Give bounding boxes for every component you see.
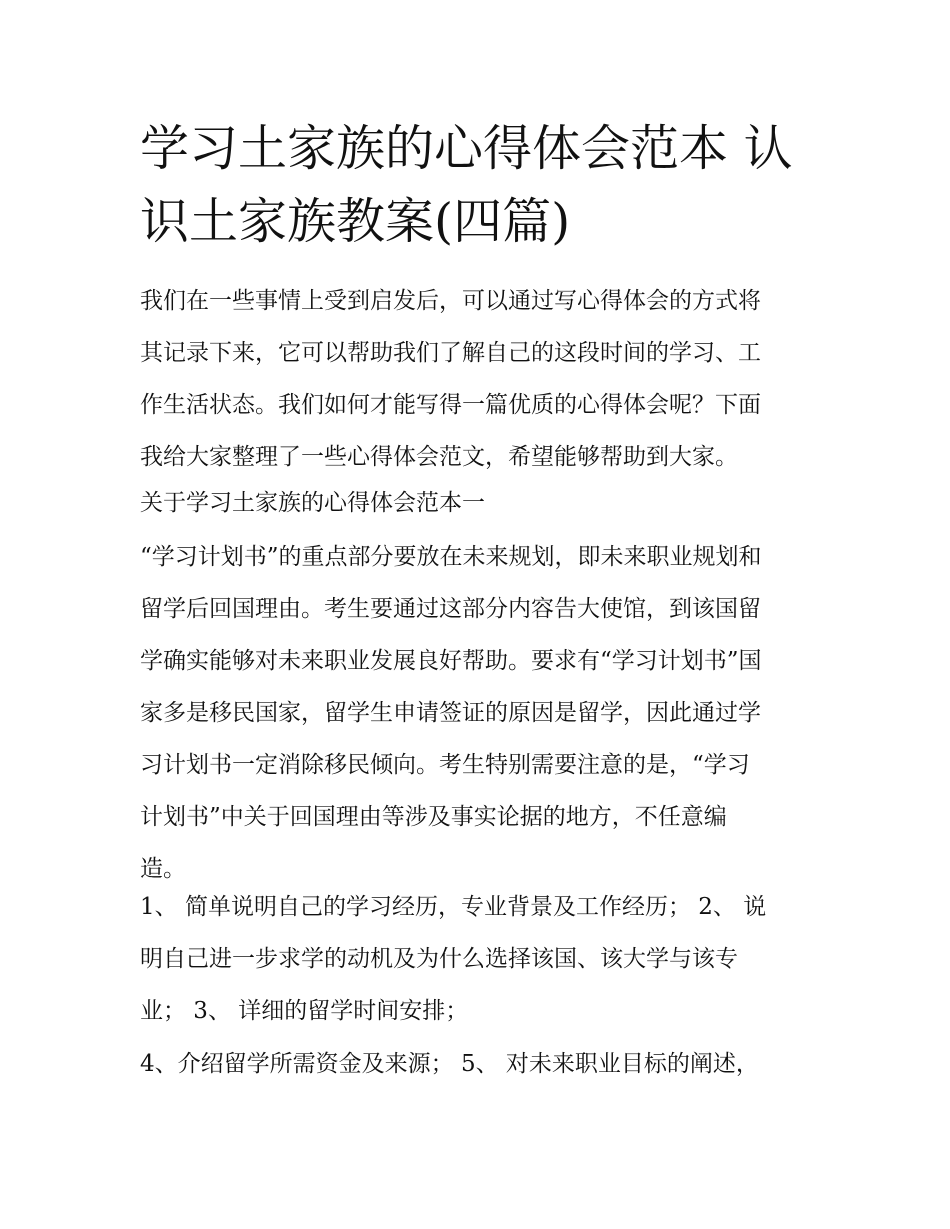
text-line: 作生活状态。我们如何才能写得一篇优质的心得体会呢？下面 <box>140 392 761 418</box>
section-heading <box>140 484 820 522</box>
text-line: 明自己进一步求学的动机及为什么选择该国、该大学与该专 <box>140 946 738 972</box>
text-line: “学习计划书”的重点部分要放在未来规划，即未来职业规划和 <box>140 544 762 570</box>
text-line: 4、介绍留学所需资金及来源； 5、 对未来职业目标的阐述， <box>140 1051 759 1077</box>
list-paragraph <box>140 1045 820 1097</box>
intro-paragraph <box>140 282 820 490</box>
text-line: 学确实能够对未来职业发展良好帮助。要求有“学习计划书”国 <box>140 648 762 674</box>
text-line: 我们在一些事情上受到启发后，可以通过写心得体会的方式将 <box>140 288 761 314</box>
title-line: 学习土家族的心得体会范本 认 <box>140 120 793 177</box>
list-paragraph <box>140 888 820 1044</box>
text-line: 造。 <box>140 856 186 882</box>
text-line: 留学后回国理由。考生要通过这部分内容告大使馆，到该国留 <box>140 596 761 622</box>
text-line: 业； 3、 详细的留学时间安排； <box>140 998 469 1024</box>
section-heading-text: 关于学习土家族的心得体会范本一 <box>140 490 485 516</box>
text-line: 计划书”中关于回国理由等涉及事实论据的地方，不任意编 <box>140 804 727 830</box>
text-line: 家多是移民国家，留学生申请签证的原因是留学，因此通过学 <box>140 700 761 726</box>
text-line: 其记录下来，它可以帮助我们了解自己的这段时间的学习、工 <box>140 340 761 366</box>
body-paragraph <box>140 538 820 902</box>
document-title <box>140 112 820 258</box>
text-line: 习计划书一定消除移民倾向。考生特别需要注意的是，“学习 <box>140 752 750 778</box>
text-line: 1、 简单说明自己的学习经历，专业背景及工作经历； 2、 说 <box>140 894 767 920</box>
text-line: 我给大家整理了一些心得体会范文，希望能够帮助到大家。 <box>140 444 738 470</box>
title-line: 识土家族教案(四篇) <box>140 193 571 250</box>
